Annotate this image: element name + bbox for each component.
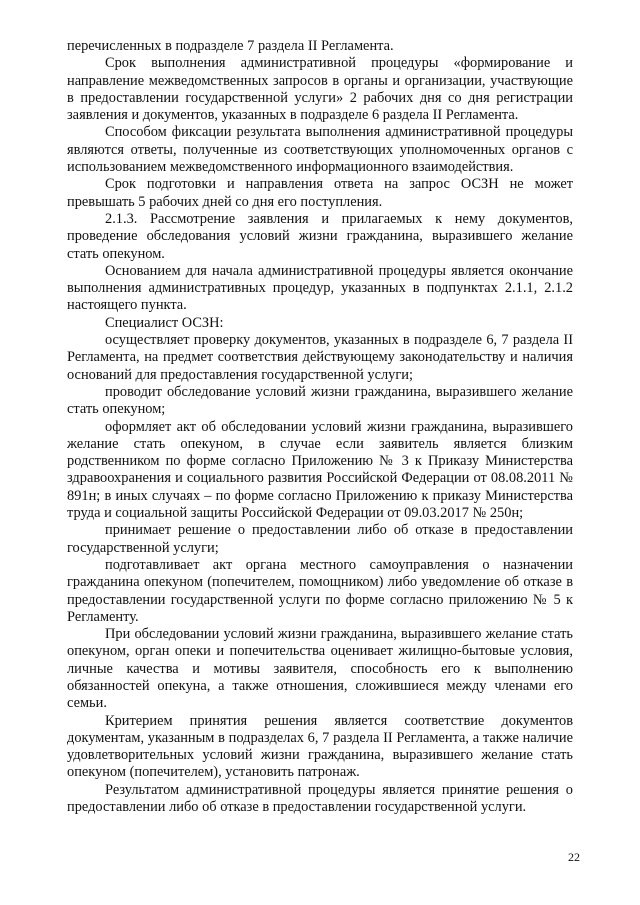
paragraph: Способом фиксации результата выполнения административной процедуры являются ответы, полученные из соответствующих уполномоченных органов с использованием межведомственного информационного взаимодействия.	[67, 124, 573, 176]
paragraph: Срок выполнения административной процедуры «формирование и направление межведомственных запросов в органы и организации, участвующие в предоставлении государственной услуги» 2 рабочих дня со дня регистрации заявления и документов, указанных в подразделе 6 раздела II Регламента.	[67, 55, 573, 124]
paragraph: При обследовании условий жизни гражданина, выразившего желание стать опекуном, орган опеки и попечительства оценивает жилищно-бытовые условия, личные качества и мотивы заявителя, способность его к выполнению обязанностей опекуна, а также отношения, сложившиеся между членами его семьи.	[67, 626, 573, 712]
page-number: 22	[568, 850, 580, 864]
section-heading: 2.1.3. Рассмотрение заявления и прилагаемых к нему документов, проведение обследования условий жизни гражданина, выразившего желание стать опекуном.	[67, 210, 573, 262]
list-item: осуществляет проверку документов, указанных в подразделе 6, 7 раздела II Регламента, на предмет соответствия действующему законодательству и наличия оснований для предоставления государственной услуги;	[67, 332, 573, 383]
paragraph: Основанием для начала административной процедуры является окончание выполнения административных процедур, указанных в подпунктах 2.1.1, 2.1.2 настоящего пункта.	[67, 262, 573, 314]
list-item: оформляет акт об обследовании условий жизни гражданина, выразившего желание стать опекуном, в случае если заявитель является близким родственником по форме согласно Приложению № 3 к Приказу Министерства здравоохранения и социального развития Российской Федерации от 08.08.2011 № 891н; в иных случаях – по форме согласно Приложению к приказу Министерства труда и социальной защиты Российской Федерации от 09.03.2017 № 250н;	[67, 418, 573, 522]
paragraph: перечисленных в подразделе 7 раздела II Регламента.	[67, 38, 394, 54]
list-item: проводит обследование условий жизни гражданина, выразившего желание стать опекуном;	[67, 383, 573, 418]
paragraph: Срок подготовки и направления ответа на запрос ОСЗН не может превышать 5 рабочих дней со дня его поступления.	[67, 176, 573, 210]
paragraph: Критерием принятия решения является соответствие документов документам, указанным в подразделах 6, 7 раздела II Регламента, а также наличие удовлетворительных условий жизни гражданина, выразившего желание стать опекуном (попечителем), установить патронаж.	[67, 712, 573, 781]
list-item: подготавливает акт органа местного самоуправления о назначении гражданина опекуном (попечителем, помощником) либо уведомление об отказе в предоставлении государственной услуги по форме согласно приложению № 5 к Регламенту.	[67, 556, 573, 625]
list-item: принимает решение о предоставлении либо об отказе в предоставлении государственной услуги;	[67, 522, 573, 556]
paragraph: Специалист ОСЗН:	[105, 314, 224, 331]
paragraph: Результатом административной процедуры является принятие решения о предоставлении либо об отказе в предоставлении государственной услуги.	[67, 781, 573, 816]
body-text	[67, 38, 573, 816]
